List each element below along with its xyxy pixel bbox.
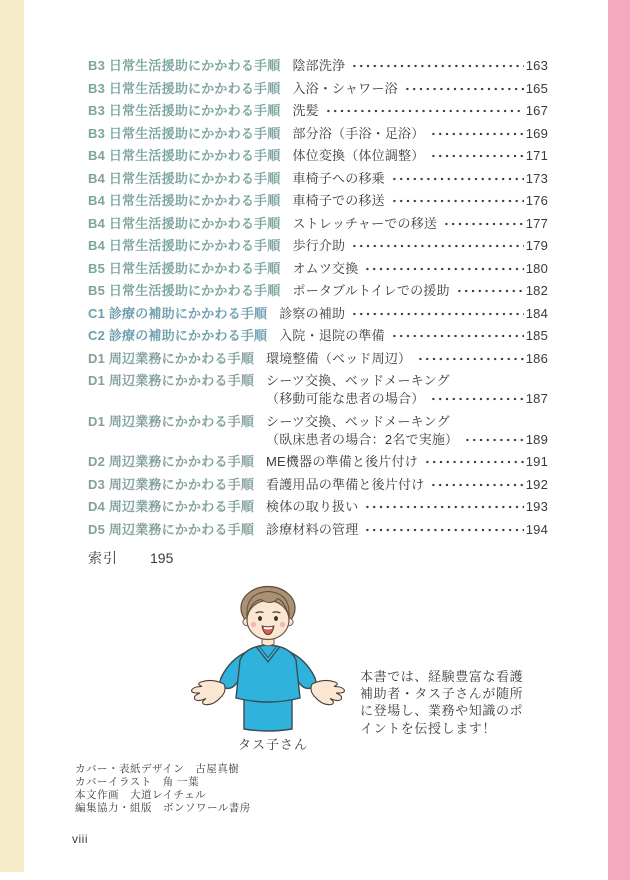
nurse-assistant-character-drawing bbox=[188, 582, 358, 734]
credit-line: カバーイラスト 角 一葉 bbox=[75, 776, 200, 788]
toc-entry-page-number: 192 bbox=[525, 476, 548, 492]
toc-entry-title-line bbox=[266, 413, 548, 431]
toc-entry-title-line bbox=[292, 260, 548, 278]
toc-entry-title-line bbox=[266, 372, 548, 390]
toc-entry-page-number: 185 bbox=[525, 328, 548, 343]
toc-entry-title-line bbox=[292, 125, 548, 143]
toc-entry-category-label: D5 周辺業務にかかわる手順 bbox=[88, 521, 255, 537]
toc-entry-page-number: 171 bbox=[525, 148, 548, 163]
left-edge-stripe bbox=[0, 0, 24, 872]
character-note bbox=[360, 668, 523, 737]
toc-entry-title: 車椅子への移乗 bbox=[292, 170, 385, 186]
toc-entry bbox=[88, 192, 548, 210]
toc-entry-content bbox=[266, 476, 548, 494]
toc-entry-title-line bbox=[266, 453, 548, 471]
toc-entry bbox=[88, 413, 548, 449]
toc-entry-page-number: 180 bbox=[525, 260, 548, 276]
toc-entry bbox=[88, 453, 548, 471]
toc-entry-category-label: D3 周辺業務にかかわる手順 bbox=[88, 476, 255, 492]
toc-entry-title: ストレッチャーでの移送 bbox=[292, 215, 438, 231]
dotted-leader bbox=[464, 431, 523, 449]
toc-entry-category-label: B5 日常生活援助にかかわる手順 bbox=[88, 283, 281, 298]
dotted-leader bbox=[430, 125, 523, 143]
dotted-leader bbox=[351, 305, 523, 323]
toc-entry-page-number: 191 bbox=[525, 454, 548, 469]
dotted-leader bbox=[424, 453, 524, 471]
toc-entry-content bbox=[292, 125, 548, 143]
dotted-leader bbox=[351, 237, 523, 255]
toc-entry-title: 部分浴（手浴・足浴） bbox=[292, 125, 425, 141]
toc-entry-category-label: B3 日常生活援助にかかわる手順 bbox=[88, 125, 281, 141]
dotted-leader bbox=[456, 282, 524, 300]
toc-entry-subtitle: （移動可能な患者の場合） bbox=[266, 391, 425, 406]
character-note-line: に登場し、業務や知識のポ bbox=[360, 703, 524, 719]
toc-entry-page-number: 176 bbox=[525, 193, 548, 208]
toc-entry-title: 歩行介助 bbox=[292, 238, 346, 253]
dotted-leader bbox=[404, 80, 524, 98]
toc-entry bbox=[88, 170, 548, 188]
credits-block bbox=[75, 763, 251, 815]
toc-entry bbox=[88, 237, 548, 255]
toc-entry-content bbox=[266, 372, 548, 408]
toc-entry-title-line bbox=[266, 521, 548, 539]
toc-entry-page-number: 187 bbox=[525, 391, 548, 406]
dotted-leader bbox=[325, 102, 524, 120]
toc-entry-title-line bbox=[292, 102, 548, 120]
toc-entry-content bbox=[292, 170, 548, 188]
toc-entry-category-label: D1 周辺業務にかかわる手順 bbox=[88, 350, 255, 366]
toc-entry-title: 洗髪 bbox=[292, 103, 319, 118]
toc-entry-category-label: B3 日常生活援助にかかわる手順 bbox=[88, 58, 281, 73]
toc-entry bbox=[88, 521, 548, 539]
dotted-leader bbox=[364, 521, 523, 539]
toc-entry-page-number: 193 bbox=[525, 499, 548, 514]
toc-entry-category-label: C2 診療の補助にかかわる手順 bbox=[88, 328, 268, 343]
toc-entry-page-number: 186 bbox=[525, 350, 548, 366]
credit-line: カバー・表紙デザイン 古屋真樹 bbox=[75, 763, 240, 775]
toc-entry-subtitle-line bbox=[266, 431, 548, 449]
toc-entry-content bbox=[266, 498, 548, 516]
toc-entry-title: 入院・退院の準備 bbox=[279, 328, 385, 343]
toc-entry-title-line bbox=[292, 57, 548, 75]
toc-entry bbox=[88, 305, 548, 323]
toc-entry-category-label: B4 日常生活援助にかかわる手順 bbox=[88, 238, 281, 253]
toc-entry-page-number: 182 bbox=[525, 283, 548, 298]
toc-entry-page-number: 179 bbox=[525, 238, 548, 253]
toc-entry-title-line bbox=[292, 147, 548, 165]
toc-entry-content bbox=[266, 350, 548, 368]
credit-line: 本文作画 大道レイチェル bbox=[75, 789, 207, 801]
toc-entry-title: 陰部洗浄 bbox=[292, 58, 346, 73]
dotted-leader bbox=[430, 476, 523, 494]
toc-entry-page-number: 194 bbox=[525, 521, 548, 537]
toc-entry-title: 診察の補助 bbox=[279, 305, 346, 321]
toc-entry-page-number: 167 bbox=[525, 103, 548, 118]
toc-entry bbox=[88, 372, 548, 408]
toc-entry-category-label: D1 周辺業務にかかわる手順 bbox=[88, 413, 255, 429]
toc-entry-page-number: 165 bbox=[525, 80, 548, 96]
toc-entry bbox=[88, 260, 548, 278]
toc-entry-page-number: 169 bbox=[525, 125, 548, 141]
toc-entry-content bbox=[266, 521, 548, 539]
toc-entry-content bbox=[279, 305, 548, 323]
toc-entry bbox=[88, 80, 548, 98]
dotted-leader bbox=[351, 57, 523, 75]
toc-entry bbox=[88, 327, 548, 345]
toc-entry-page-number: 173 bbox=[525, 170, 548, 186]
toc-entry-title: ME機器の準備と後片付け bbox=[266, 454, 418, 469]
toc-entry-page-number: 189 bbox=[525, 431, 548, 447]
toc-entry-page-number: 177 bbox=[525, 215, 548, 231]
toc-entry-title-line bbox=[292, 170, 548, 188]
character-illustration bbox=[188, 582, 358, 734]
toc-entry-title-line bbox=[266, 476, 548, 494]
toc-entry-title-line bbox=[266, 350, 548, 368]
toc-entry bbox=[88, 215, 548, 233]
toc-entry bbox=[88, 282, 548, 300]
toc-entry-content bbox=[292, 282, 548, 300]
toc-entry bbox=[88, 498, 548, 516]
toc-entry-title: 診療材料の管理 bbox=[266, 521, 359, 537]
toc-entry-category-label: B3 日常生活援助にかかわる手順 bbox=[88, 103, 281, 118]
toc-entry-title-line bbox=[279, 305, 548, 323]
toc-entry bbox=[88, 125, 548, 143]
toc-entry bbox=[88, 102, 548, 120]
toc-entry-content bbox=[266, 453, 548, 471]
toc-entry-title: 検体の取り扱い bbox=[266, 499, 359, 514]
toc-entry-category-label: B3 日常生活援助にかかわる手順 bbox=[88, 80, 281, 96]
dotted-leader bbox=[391, 170, 524, 188]
toc-entry-category-label: C1 診療の補助にかかわる手順 bbox=[88, 305, 268, 321]
toc-entry-page-number: 184 bbox=[525, 305, 548, 321]
toc-entry-category-label: B4 日常生活援助にかかわる手順 bbox=[88, 148, 281, 163]
dotted-leader bbox=[391, 327, 524, 345]
toc-entry-category-label: D1 周辺業務にかかわる手順 bbox=[88, 373, 255, 388]
credit-line: 編集協力・組版 ボンソワール書房 bbox=[75, 802, 251, 814]
toc-entry-content bbox=[292, 80, 548, 98]
toc-entry-page-number: 163 bbox=[525, 58, 548, 73]
toc-entry-category-label: B4 日常生活援助にかかわる手順 bbox=[88, 170, 281, 186]
character-caption: タス子さん bbox=[237, 737, 308, 752]
toc-entry-title: 体位変換（体位調整） bbox=[292, 148, 425, 163]
toc-entry bbox=[88, 350, 548, 368]
toc-entry-subtitle: （臥床患者の場合：2名で実施） bbox=[266, 431, 459, 447]
character-note-line: 補助者・タス子さんが随所 bbox=[360, 686, 524, 702]
dotted-leader bbox=[443, 215, 524, 233]
toc-entry-content bbox=[292, 102, 548, 120]
page-number: viii bbox=[72, 832, 88, 846]
toc-entry-title: ポータブルトイレでの援助 bbox=[292, 283, 450, 298]
dotted-leader bbox=[391, 192, 524, 210]
toc-entry-title-line bbox=[292, 215, 548, 233]
index-entry bbox=[88, 548, 173, 568]
index-page-number: 195 bbox=[150, 550, 174, 566]
toc-entry-content bbox=[292, 260, 548, 278]
dotted-leader bbox=[364, 260, 523, 278]
toc-entry-content bbox=[292, 147, 548, 165]
table-of-contents bbox=[88, 57, 548, 543]
toc-entry-title-line bbox=[292, 192, 548, 210]
toc-entry-category-label: B5 日常生活援助にかかわる手順 bbox=[88, 260, 281, 276]
character-note-line: 本書では、経験豊富な看護 bbox=[360, 669, 524, 684]
toc-entry-category-label: B4 日常生活援助にかかわる手順 bbox=[88, 215, 281, 231]
toc-entry-category-label: B4 日常生活援助にかかわる手順 bbox=[88, 193, 281, 208]
toc-entry-content bbox=[292, 215, 548, 233]
toc-entry-content bbox=[292, 57, 548, 75]
toc-entry bbox=[88, 476, 548, 494]
toc-entry-title-line bbox=[266, 498, 548, 516]
toc-entry bbox=[88, 57, 548, 75]
toc-entry-category-label: D4 周辺業務にかかわる手順 bbox=[88, 499, 255, 514]
toc-entry-content bbox=[292, 192, 548, 210]
index-label: 索引 bbox=[88, 550, 118, 566]
toc-entry-category-label: D2 周辺業務にかかわる手順 bbox=[88, 454, 255, 469]
toc-entry-title: 車椅子での移送 bbox=[292, 193, 385, 208]
toc-entry-title: 環境整備（ベッド周辺） bbox=[266, 350, 412, 366]
dotted-leader bbox=[417, 350, 523, 368]
dotted-leader bbox=[430, 390, 523, 408]
toc-entry-title-line bbox=[292, 80, 548, 98]
toc-entry-content bbox=[266, 413, 548, 449]
toc-entry-title-line bbox=[292, 282, 548, 300]
toc-entry bbox=[88, 147, 548, 165]
toc-entry-title: シーツ交換、ベッドメーキング bbox=[266, 413, 450, 429]
toc-entry-content bbox=[292, 237, 548, 255]
toc-entry-title-line bbox=[292, 237, 548, 255]
character-note-line: イントを伝授します！ bbox=[360, 720, 497, 736]
toc-entry-content bbox=[279, 327, 548, 345]
toc-entry-title: 看護用品の準備と後片付け bbox=[266, 476, 425, 492]
dotted-leader bbox=[430, 147, 523, 165]
toc-entry-subtitle-line bbox=[266, 390, 548, 408]
right-edge-stripe bbox=[608, 0, 630, 880]
toc-entry-title: 入浴・シャワー浴 bbox=[292, 80, 398, 96]
toc-entry-title-line bbox=[279, 327, 548, 345]
dotted-leader bbox=[364, 498, 523, 516]
toc-entry-title: シーツ交換、ベッドメーキング bbox=[266, 373, 450, 388]
toc-entry-title: オムツ交換 bbox=[292, 260, 359, 276]
